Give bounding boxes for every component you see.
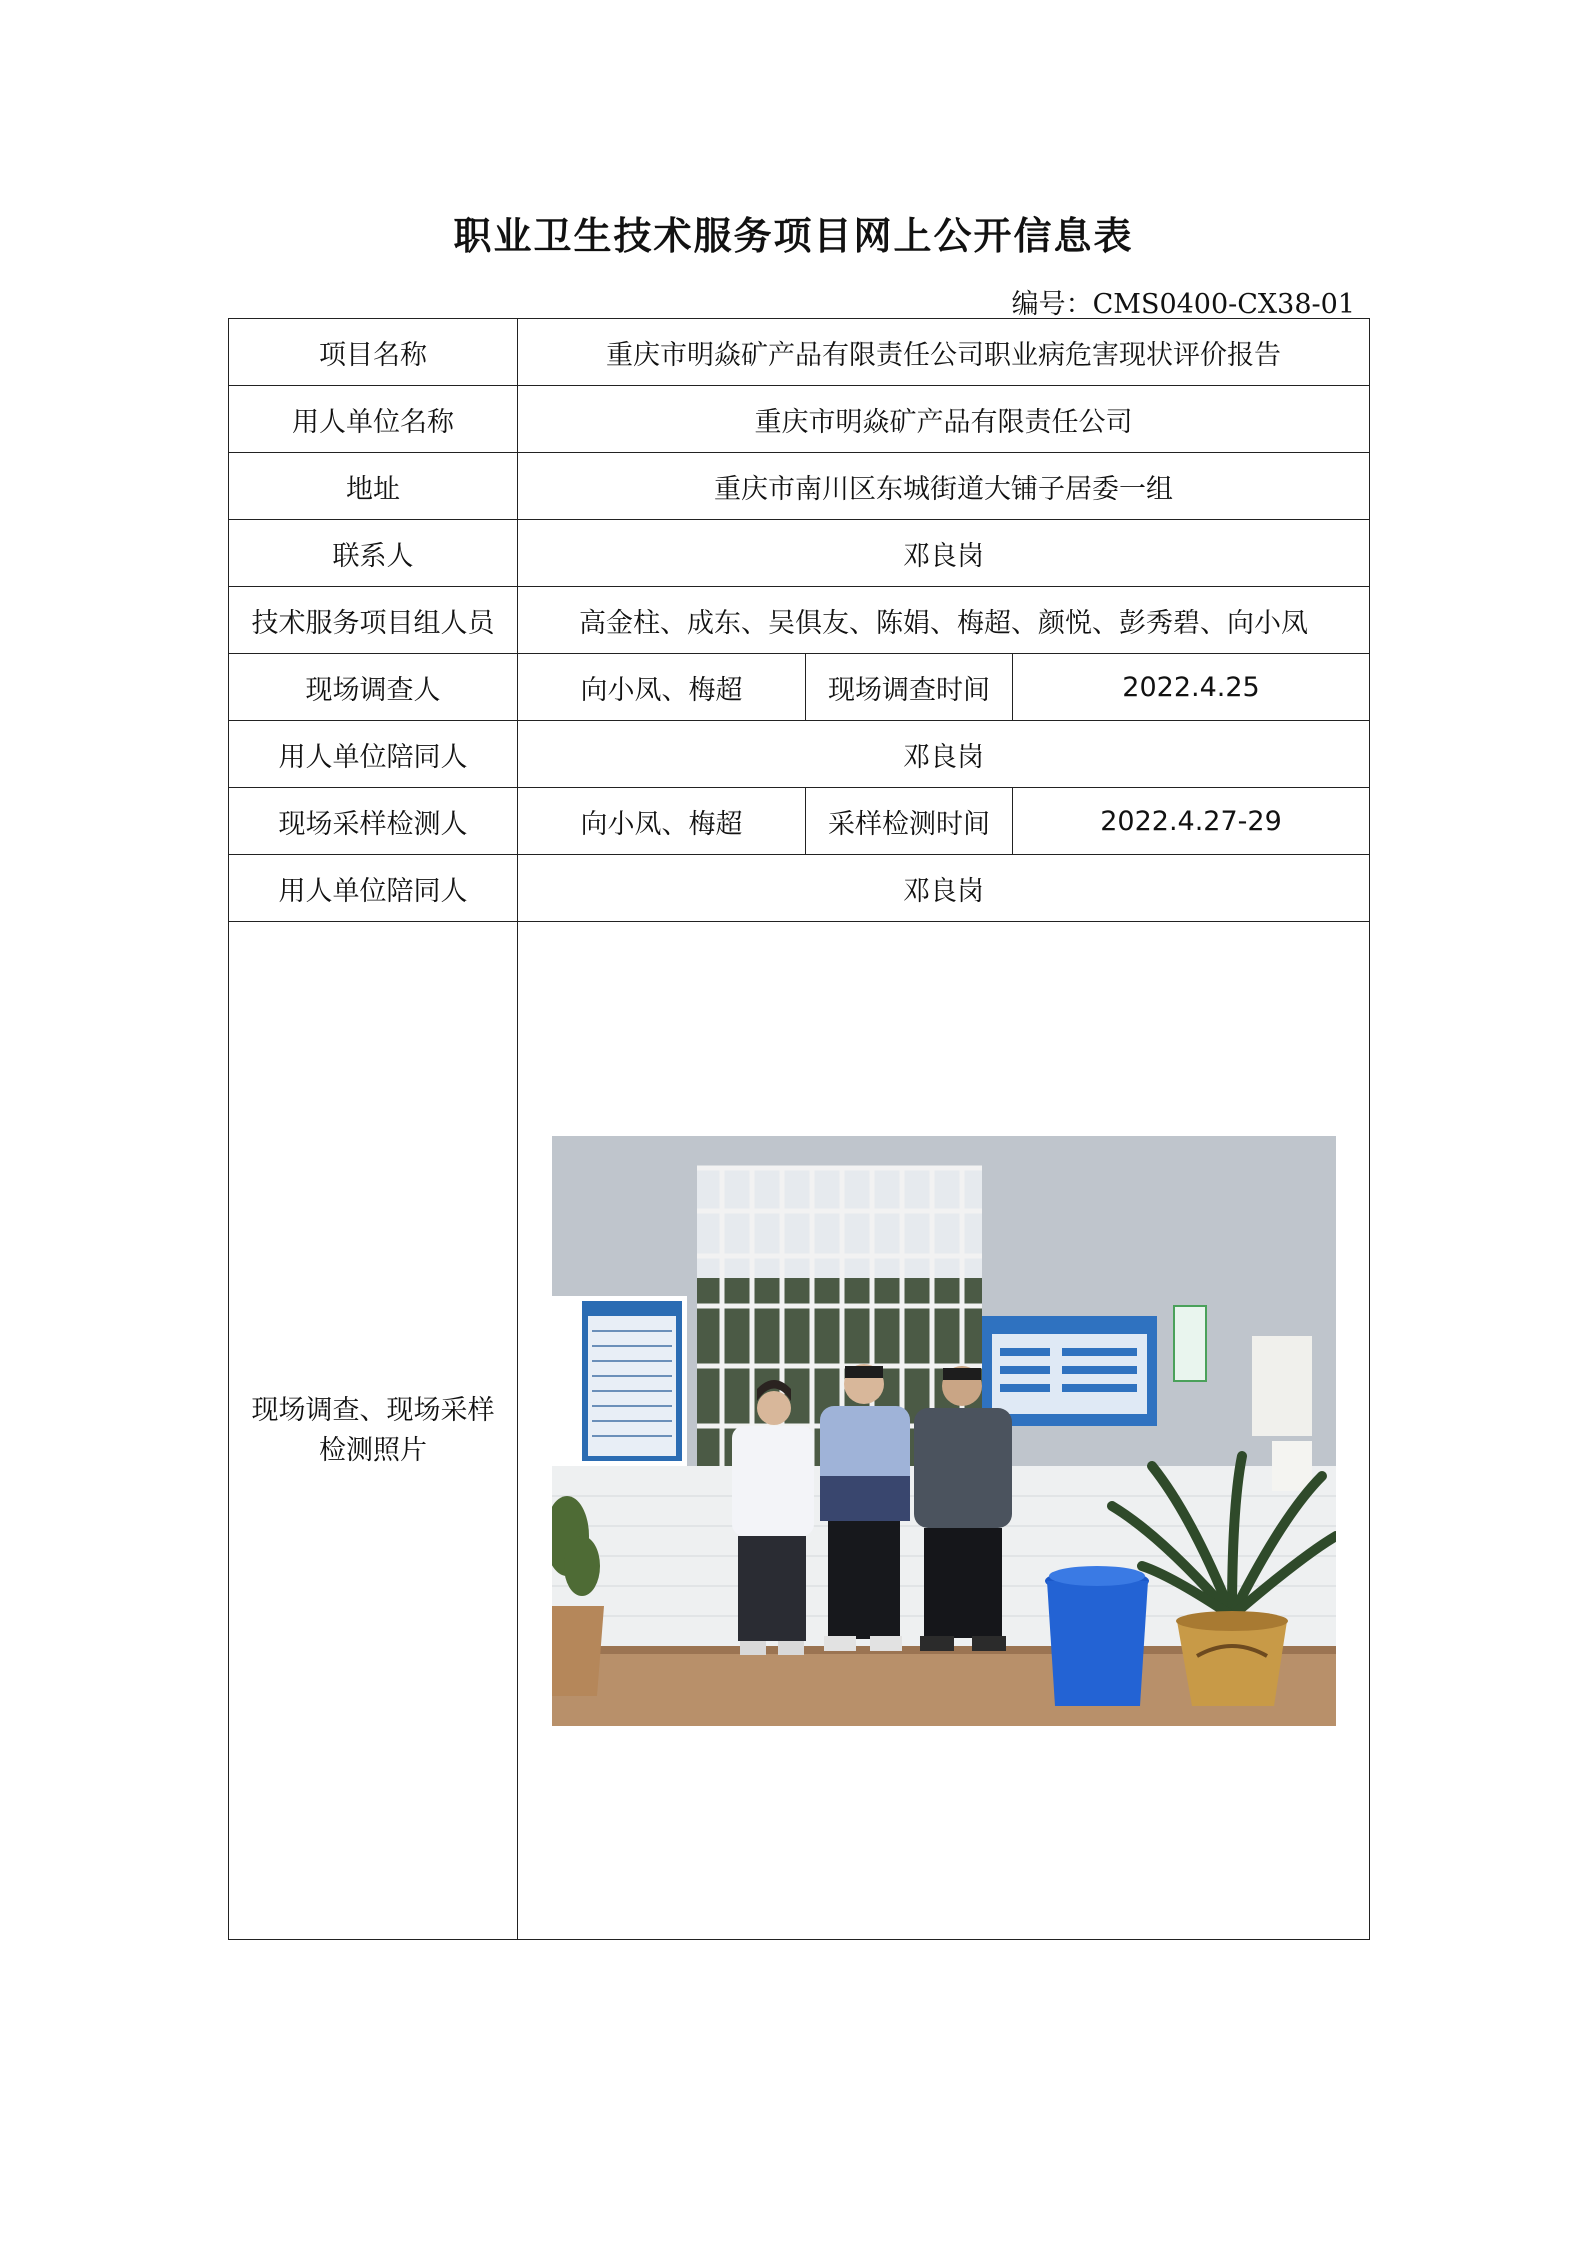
row-team-members xyxy=(229,587,1370,654)
row-contact xyxy=(229,520,1370,587)
row-project-name xyxy=(229,319,1370,386)
sampling-time-label: 采样检测时间 xyxy=(806,788,1013,855)
row-escort-1 xyxy=(229,721,1370,788)
survey-time-label: 现场调查时间 xyxy=(806,654,1013,721)
project-name-label: 项目名称 xyxy=(229,319,518,386)
employer-name-value: 重庆市明焱矿产品有限责任公司 xyxy=(518,386,1370,453)
team-members-label: 技术服务项目组人员 xyxy=(229,587,518,654)
photo-blue-bucket xyxy=(1045,1566,1149,1706)
escort-1-value: 邓良岗 xyxy=(518,721,1370,788)
photo-person-2 xyxy=(820,1364,910,1651)
address-value: 重庆市南川区东城街道大铺子居委一组 xyxy=(518,453,1370,520)
info-table xyxy=(228,318,1370,1940)
sampling-value: 向小凤、梅超 xyxy=(518,788,806,855)
photo-person-3 xyxy=(914,1366,1012,1651)
row-survey xyxy=(229,654,1370,721)
row-photos xyxy=(229,922,1370,1940)
photos-cell xyxy=(518,922,1370,1940)
row-escort-2 xyxy=(229,855,1370,922)
photo-paper-notice xyxy=(1252,1336,1312,1436)
site-photo xyxy=(552,1136,1336,1726)
site-photo-illustration xyxy=(552,1136,1336,1726)
escort-2-label: 用人单位陪同人 xyxy=(229,855,518,922)
photos-label-cell xyxy=(229,922,518,1940)
row-address xyxy=(229,453,1370,520)
project-name-value: 重庆市明焱矿产品有限责任公司职业病危害现状评价报告 xyxy=(518,319,1370,386)
team-members-value: 高金柱、成东、吴俱友、陈娟、梅超、颜悦、彭秀碧、向小凤 xyxy=(518,587,1370,654)
row-sampling xyxy=(229,788,1370,855)
photos-label-line1: 现场调查、现场采样 xyxy=(251,1394,495,1426)
escort-2-value: 邓良岗 xyxy=(518,855,1370,922)
escort-1-label: 用人单位陪同人 xyxy=(229,721,518,788)
survey-label: 现场调查人 xyxy=(229,654,518,721)
page-title: 职业卫生技术服务项目网上公开信息表 xyxy=(453,214,1134,258)
document-number: 编号：CMS0400-CX38-01 xyxy=(1011,289,1355,320)
employer-name-label: 用人单位名称 xyxy=(229,386,518,453)
contact-label: 联系人 xyxy=(229,520,518,587)
photos-label-line2: 检测照片 xyxy=(319,1434,427,1466)
contact-value: 邓良岗 xyxy=(518,520,1370,587)
survey-time-value: 2022.4.25 xyxy=(1013,654,1370,721)
row-employer-name xyxy=(229,386,1370,453)
survey-value: 向小凤、梅超 xyxy=(518,654,806,721)
sampling-time-value: 2022.4.27-29 xyxy=(1013,788,1370,855)
address-label: 地址 xyxy=(229,453,518,520)
sampling-label: 现场采样检测人 xyxy=(229,788,518,855)
